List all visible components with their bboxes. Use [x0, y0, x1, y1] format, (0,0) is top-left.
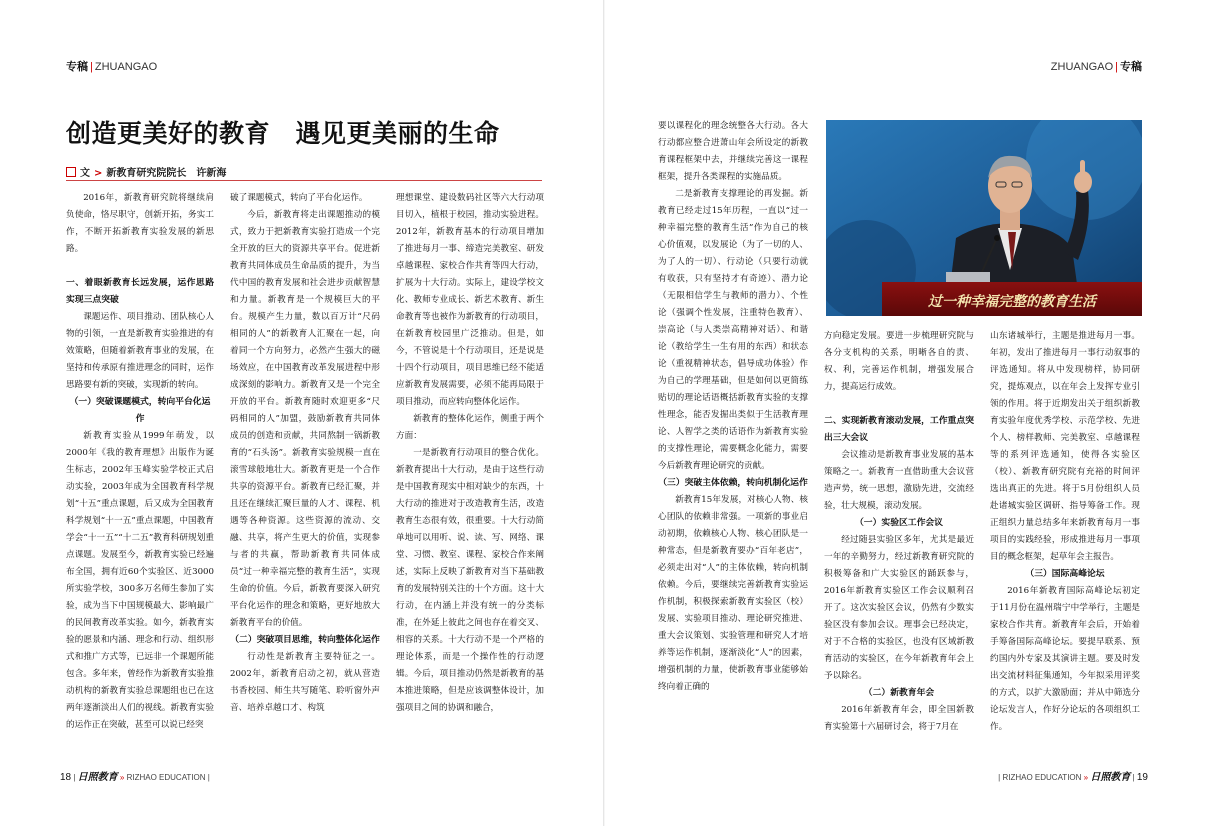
paragraph: 新教育实验从1999年萌发，以2000年《我的教育理想》出版作为诞生标志，2002年玉峰实验学校正式启动实验，2003年成为全国教育科学规划“十五”重点课题，后又成为全国教育科学规划“十一五”重点课题，中国教育学会“十一五”“十二五”教育科研规划重点课题。发展至今，新教育实验已经遍布全国，拥有近60个实验区、近3000所实验学校，300多万名师生参加了实验，成为当下中国规模最大、影响最广的民间教育改革实验。如今，新教育实验的愿景和内涵、理念和行动、组织形式和推广方式等，已远非一个课题所能包含。多年来，曾经作为新教育实验推动机构的新教育实验总课题组也已在这两年逐渐淡出人们的视线。新教育实验的运作正在突破，甚至可以说已经突 — [66, 431, 214, 730]
byline-square-icon — [66, 167, 76, 177]
section-heading: （一）突破课题模式，转向平台化运作 — [69, 397, 211, 424]
paragraph: 会议推动是新教育事业发展的基本策略之一。新教育一直借助重大会议营造声势，统一思想，激励先进，交流经验，壮大规模，滚动发展。 — [824, 450, 974, 511]
paragraph: 山东诸城举行，主题是推进每月一事。年初，发出了推进每月一事行动叙事的评选通知。将从中发现榜样，协同研究，提炼观点，以在年会上发挥专业引领的作用。将于近期发出关于组织新教育实验年度优秀学校、示范学校、先进个人、榜样教师、完美教室、卓越课程等的系列评选通知，使得各实验区（校）、新教育研究院有充裕的时间评选出真正的先进。将于5月份组织人员赴诸城实验区调研、指导筹备工作。现正组织力量总结多年来新教育每月一事项目的实践经验，形成推进每月一事项目的概念框架，起草年会主报告。 — [990, 331, 1140, 562]
magazine-logo: 日照教育 — [77, 772, 118, 783]
title-rule — [66, 180, 542, 181]
paragraph: 今后，新教育将走出课题推动的模式，致力于把新教育实验打造成一个完全开放的巨大的资源共享平台。促进新教育共同体成员生命品质的提升，为当代中国的教育发展和社会进步贡献智慧和力量。新教育是一个规模巨大的平台。规模产生力量，数以百万计“尺码相同的人”的新教育人汇聚在一起，向着同一个方向努力，必然产生强大的磁场效应，在中国教育改革发展进程中形成深刻的影响力。新教育又是一个完全开放的平台。新教育随时欢迎更多“尺码相同的人”加盟，鼓励新教育共同体成员的创造和贡献，共同熬制一锅新教育的“石头汤”。新教育实验规模一直在滚雪球般地壮大。新教育更是一个合作共享的资源平台。新教育已经汇聚，并且还在继续汇聚巨量的人才、课程、机遇等各种资源。这些资源的流动、交融、共享，将产生更大的价值，实现参与者的共赢，帮助新教育共同体成员“过一种幸福完整的教育生活”，实现生命的价值。今后，新教育要深入研究平台化运作的理念和策略，更好地放大新教育平台的价值。 — [230, 210, 380, 628]
section-pinyin: ZHUANGAO — [1050, 61, 1114, 73]
paragraph: 一是新教育行动项目的整合优化。新教育提出十大行动，是由于这些行动是中国教育现实中相对缺少的东西，十大行动的推进对于改造教育生活，改造教育生态很有效，很重要。十大行动简单地可以用听、说、读、写、网络、课堂、习惯、教室、课程、家校合作来阐述，实际上反映了新教育对当下基础教育的发展特别关注的十个方面。这十大行动，在内涵上并没有统一的分类标准，在外延上彼此之间也存在着交叉、相容的关系。十大行动不是一个严格的理论体系，而是一个操作性的行动逻辑。今后，项目推动仍然是新教育的基本推进策略，但是应该调整体设计，加强项目之间的协调和融合， — [396, 448, 544, 713]
text-column-5 — [824, 328, 974, 770]
page-header-left: 专稿 | ZHUANGAO — [66, 61, 158, 73]
page-number: 19 — [1136, 772, 1148, 783]
section-pinyin: ZHUANGAO — [94, 61, 158, 73]
speaker-photo — [826, 120, 1142, 316]
text-column-2 — [230, 190, 380, 770]
byline: 文 > 新教育研究院院长 许新海 — [66, 164, 226, 179]
magazine-label: RIZHAO EDUCATION — [126, 773, 206, 782]
right-page — [604, 0, 1208, 826]
magazine-logo: 日照教育 — [1090, 772, 1131, 783]
text-column-1 — [66, 190, 214, 770]
section-heading: 二、实现新教育滚动发展，工作重点突出三大会议 — [824, 416, 974, 443]
speaker-photo-illustration — [826, 120, 1142, 316]
section-heading: （二）新教育年会 — [863, 688, 935, 698]
section-label: 专稿 — [66, 61, 88, 73]
section-label: 专稿 — [1120, 61, 1142, 73]
section-heading: （一）实验区工作会议 — [855, 518, 943, 528]
paragraph: 方向稳定发展。要进一步梳理研究院与各分支机构的关系，明晰各自的责、权、利，完善运作机制，增强发展合力，提高运行成效。 — [824, 331, 974, 392]
paragraph: 行动性是新教育主要特征之一。2002年，新教育启动之初，就从营造书香校园、师生共写随笔、聆听窗外声音、培养卓越口才、构筑 — [230, 652, 380, 713]
text-column-3 — [396, 190, 544, 770]
paragraph: 二是新教育支撑理论的再发掘。新教育已经走过15年历程，一直以“过一种幸福完整的教育生活”作为自己的核心价值观，以发展论（为了一切的人、为了人的一切）、行动论（只要行动就有收获，只有坚持才有奇迹）、潜力论（无限相信学生与教师的潜力）、个性论（强调个性发展，注重特色教育）、崇高论（与人类崇高精神对话）、和谐论（教给学生一生有用的东西）和状态论（重视精神状态，倡导成功体验）作为自己的学理基础，但是如何以更简练贴切的理论话语概括新教育实验的支撑性理念，能否发掘出类似于生活教育理论、人智学之类的话语作为新教育实验的支撑性理论，需要概念化能力，需要今后新教育理论研究的贡献。 — [658, 189, 808, 471]
article-title: 创造更美好的教育 遇见更美丽的生命 — [66, 119, 500, 148]
text-column-6 — [990, 328, 1140, 770]
magazine-label: RIZHAO EDUCATION — [1002, 773, 1082, 782]
paragraph: 2016年新教育国际高峰论坛初定于11月份在温州瑞宁中学举行，主题是家校合作共育。新教育年会后，开始着手筹备国际高峰论坛。要提早联系、预约国内外专家及其演讲主题。要及时发出交流材料征集通知，今年拟采用评奖的方式，以扩大激励面；并从中筛选分论坛发言人，作好分论坛的各项组织工作。 — [990, 586, 1140, 732]
paragraph: 新教育的整体化运作，侧重于两个方面： — [396, 414, 544, 441]
paragraph: 2016年，新教育研究院将继续肩负使命，恪尽职守，创新开拓，务实工作，不断开拓新教育实验发展的新思路。 — [66, 193, 214, 254]
banner-text: 过一种幸福完整的教育生活 — [928, 294, 1096, 310]
paragraph: 破了课题模式，转向了平台化运作。 — [230, 193, 368, 203]
paragraph: 新教育15年发展，对核心人物、核心团队的依赖非常强。一项新的事业启动初期，依赖核心人物、核心团队是一种常态，但是新教育要办“百年老店”，必须走出对“人”的主体依赖，转向机制依赖。今后，要继续完善新教育实验运作机制，积极探索新教育实验区（校）发展、实验项目推动、理论研究推进、重大会议策划、实验管理和研究人才培养等运作机制，逐渐淡化“人”的因素，增强机制的力量，使新教育事业能够始终向着正确的 — [658, 495, 808, 692]
section-heading: （三）突破主体依赖，转向机制化运作 — [658, 478, 808, 488]
page-footer-left: 18 | 日照教育 » RIZHAO EDUCATION | — [60, 772, 210, 783]
section-heading: 一、着眼新教育长远发展，运作思路实现三点突破 — [66, 278, 214, 305]
text-column-4 — [658, 118, 808, 770]
page-number: 18 — [60, 772, 72, 783]
paragraph: 要以课程化的理念统整各大行动。各大行动都应整合进萧山年会所设定的新教育课程框架中去，并继续完善这一课程框架，提升各类课程的实施品质。 — [658, 121, 808, 182]
paragraph: 经过随县实验区多年，尤其是最近一年的辛勤努力，经过新教育研究院的积极筹备和广大实验区的踊跃参与，2016年新教育实验区工作会议顺利召开了。这次实验区会议，仍然有少数实验区没有参加会议。理事会已经决定，对于不合格的实验区，也没有区域新教育活动的实验区，在今年新教育年会上予以除名。 — [824, 535, 974, 681]
page-header-right: ZHUANGAO | 专稿 — [1050, 61, 1142, 73]
paragraph: 2016年新教育年会，即全国新教育实验第十六届研讨会，将于7月在 — [824, 705, 974, 732]
paragraph: 理想课堂、建设数码社区等六大行动项目切入，植根于校园，推动实验进程。2012年，新教育基本的行动项目增加了推进每月一事、缔造完美教室、研发卓越课程、家校合作共育等四大行动，扩展为十大行动。实际上，建设学校文化、教师专业成长、新艺术教育、新生命教育等也被作为新教育的行动项目，在新教育校园里广泛推动。但是，如今，不管说是十个行动项目，还是说是十四个行动项目，项目思维已经不能适应新教育发展需要，必须不能再局限于项目推动，而应转向整体化运作。 — [396, 193, 544, 407]
paragraph: 课题运作、项目推动、团队核心人物的引领，一直是新教育实验推进的有效策略，但随着新教育事业的发展，在坚持和传承原有推进理念的同时，运作思路要有新的突破，实现新的转向。 — [66, 312, 214, 390]
byline-author: 新教育研究院院长 许新海 — [106, 168, 227, 179]
section-heading: （三）国际高峰论坛 — [1025, 569, 1105, 579]
page-footer-right: | RIZHAO EDUCATION » 日照教育 | 19 — [998, 772, 1148, 783]
section-heading: （二）突破项目思维，转向整体化运作 — [230, 635, 380, 645]
byline-label: 文 — [80, 168, 90, 179]
